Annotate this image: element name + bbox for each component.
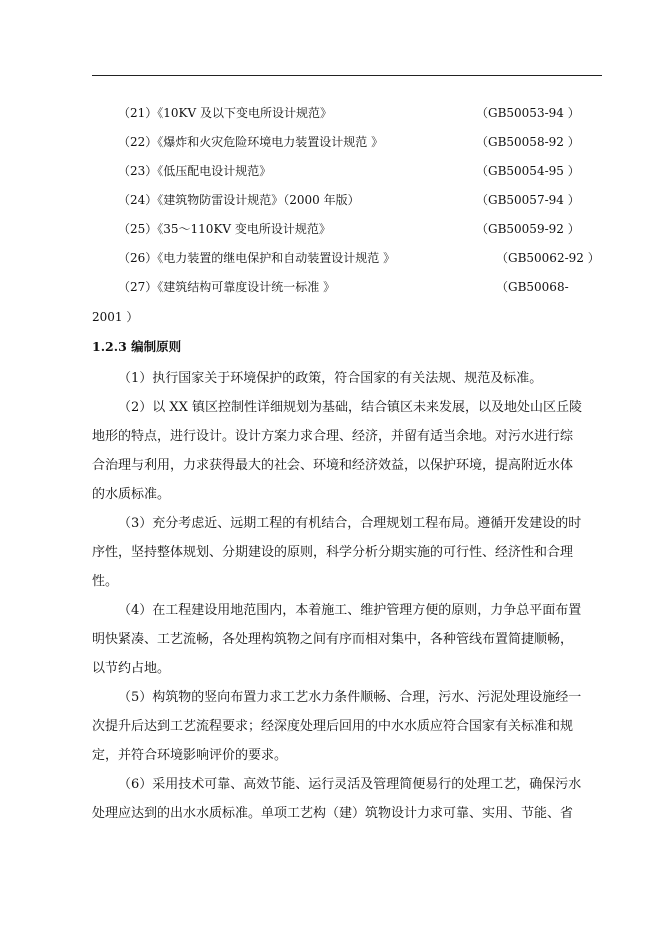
paragraph-line: 处理应达到的出水水质标准。单项工艺构（建）筑物设计力求可靠、实用、节能、省 [92,806,574,821]
standard-code: （GB50068- [496,280,569,294]
header-rule [92,75,602,76]
standard-item [0,277,662,306]
section-heading: 1.2.3 编制原则 [92,339,182,354]
standard-item [0,190,662,219]
paragraph-line: 地形的特点，进行设计。设计方案力求合理、经济，并留有适当余地。对污水进行综 [92,429,574,444]
paragraph-line: 以节约占地。 [92,661,171,676]
standard-item [0,161,662,190]
standard-title: （24）《建筑物防雷设计规范》（2000 年版） [118,193,360,207]
paragraph-line: 序性，坚持整体规划、分期建设的原则，科学分析分期实施的可行性、经济性和合理 [92,545,574,560]
paragraph-line: 的水质标准。 [92,487,171,502]
standard-title: （26）《电力装置的继电保护和自动装置设计规范 》 [118,251,396,265]
standard-code: （GB50058-92 ） [476,135,580,149]
paragraph-line: 明快紧凑、工艺流畅，各处理构筑物之间有序而相对集中，各种管线布置简捷顺畅， [92,632,574,647]
paragraph-line: 性。 [92,574,119,589]
standard-code: （GB50062-92 ） [496,251,600,265]
standard-code: （GB50059-92 ） [476,222,580,236]
standard-title: （27）《建筑结构可靠度设计统一标准 》 [118,280,336,294]
paragraph-line: （6）采用技术可靠、高效节能、运行灵活及管理简便易行的处理工艺，确保污水 [118,777,582,792]
paragraph-line: 次提升后达到工艺流程要求；经深度处理后回用的中水水质应符合国家有关标准和规 [92,719,574,734]
standards-list [0,103,662,306]
standard-code: （GB50054-95 ） [476,164,580,178]
standard-item [0,248,662,277]
standard-title: （25）《35～110KV 变电所设计规范》 [118,222,331,236]
standard-title: （22）《爆炸和火灾危险环境电力装置设计规范 》 [118,135,384,149]
paragraph-line: 合治理与利用，力求获得最大的社会、环境和经济效益，以保护环境，提高附近水体 [92,458,574,473]
paragraph-line: （4）在工程建设用地范围内，本着施工、维护管理方便的原则，力争总平面布置 [118,603,582,618]
standard-code: （GB50053-94 ） [476,106,580,120]
standard-item [0,103,662,132]
standard-code-continuation: 2001 ） [92,310,139,324]
standard-title: （23）《低压配电设计规范》 [118,164,272,178]
paragraph-line: （5）构筑物的竖向布置力求工艺水力条件顺畅、合理，污水、污泥处理设施经一 [118,690,582,705]
paragraph-line: 定，并符合环境影响评价的要求。 [92,748,288,763]
standard-title: （21）《10KV 及以下变电所设计规范》 [118,106,332,120]
paragraph-line: （2）以 XX 镇区控制性详细规划为基础，结合镇区未来发展，以及地处山区丘陵 [118,400,583,415]
body-paragraphs [92,364,582,828]
standard-item [0,219,662,248]
standard-code: （GB50057-94 ） [476,193,580,207]
standard-item [0,132,662,161]
paragraph-line: （3）充分考虑近、远期工程的有机结合，合理规划工程布局。遵循开发建设的时 [118,516,582,531]
paragraph-line: （1）执行国家关于环境保护的政策，符合国家的有关法规、规范及标准。 [118,371,543,386]
